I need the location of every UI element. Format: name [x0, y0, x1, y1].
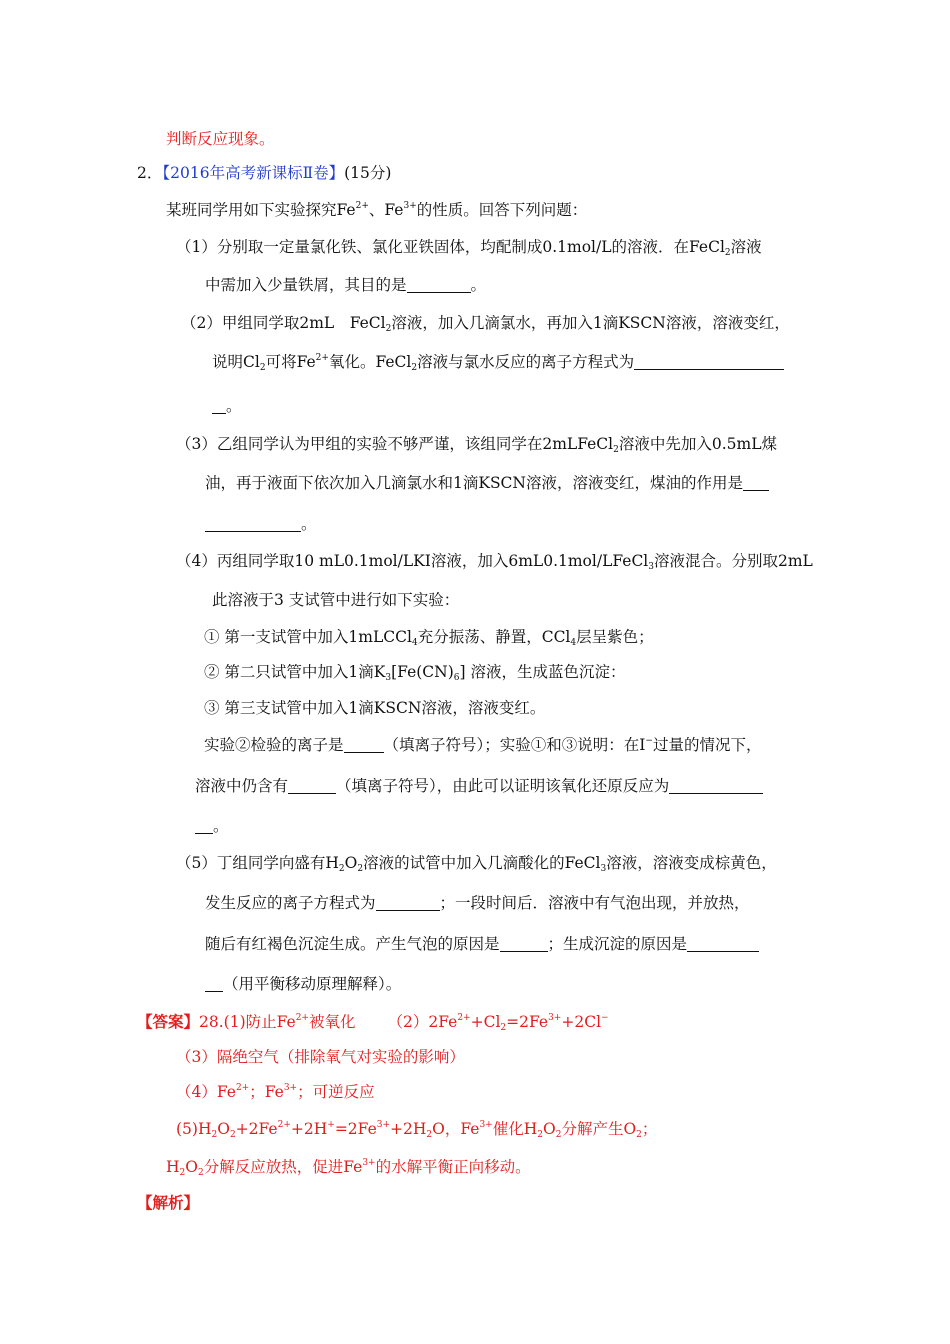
sub: 4	[570, 638, 577, 648]
text: ；一段时间后．溶液中有气泡出现，并放热，	[439, 894, 750, 912]
answer-blank[interactable]	[195, 817, 213, 834]
text: 28.(1)防止Fe	[199, 1013, 296, 1031]
text: ① 第一支试管中加入1mLCCl	[204, 628, 412, 646]
part4-question1	[204, 734, 761, 756]
stem-text: 、Fe	[368, 201, 404, 219]
sub: 2	[229, 1130, 236, 1140]
text: 溶液	[730, 238, 762, 256]
sup: 2+	[355, 201, 369, 211]
stem-text: 的性质。回答下列问题：	[416, 201, 588, 219]
sup: 2+	[235, 1083, 250, 1093]
sup: 3+	[283, 1083, 298, 1093]
text: +Cl	[470, 1013, 501, 1031]
part1-line2	[205, 274, 486, 296]
answer-label: 【答案】	[137, 1012, 200, 1031]
question-number: 2．	[137, 164, 163, 182]
text: ；	[641, 1120, 658, 1138]
text: 层呈紫色；	[576, 628, 654, 646]
sub: 2	[613, 445, 619, 455]
text: 分解反应放热，促进Fe	[203, 1158, 363, 1176]
sub: 2	[385, 324, 392, 334]
text: ；Fe	[249, 1083, 284, 1101]
sup: 3+	[479, 1120, 493, 1130]
text: 中需加入少量铁屑，其目的是	[205, 276, 407, 294]
text: （4）丙组同学取10 mL0.1mol/LKI溶液，加入6mL0.1mol/LFeCl	[176, 552, 649, 570]
text: （4）Fe	[176, 1083, 236, 1101]
sub: 4	[411, 638, 418, 648]
sub: 2	[500, 1023, 507, 1033]
answer-blank[interactable]	[500, 935, 548, 952]
stem-text: 某班同学用如下实验探究Fe	[166, 201, 356, 219]
text: 实验②检验的离子是	[204, 736, 344, 754]
sup: 2+	[277, 1120, 291, 1130]
answer-blank[interactable]	[205, 975, 223, 992]
answer-blank[interactable]	[715, 935, 759, 952]
part5-line1	[176, 852, 777, 874]
sub: 3	[600, 864, 607, 874]
part5-line2	[205, 892, 750, 914]
text: 溶液与氯水反应的离子方程式为	[417, 353, 635, 371]
text: 随后有红褐色沉淀生成。产生气泡的原因是	[205, 935, 500, 953]
sup: 3+	[362, 1158, 376, 1168]
sup: −	[601, 1013, 609, 1023]
question-header	[137, 162, 391, 184]
text: ② 第二只试管中加入1滴K	[204, 663, 386, 681]
part4-question3	[195, 815, 229, 837]
text: 发生反应的离子方程式为	[205, 894, 376, 912]
question-score: (15分)	[344, 164, 392, 182]
part4-question2	[195, 775, 763, 797]
sub: 2	[537, 1130, 543, 1140]
answer-blank[interactable]	[288, 777, 336, 794]
text: （2）2Fe	[387, 1013, 458, 1031]
sub: 2	[197, 1168, 204, 1178]
sub: 2	[259, 363, 266, 373]
sup: −	[645, 736, 653, 746]
answer-blank[interactable]	[669, 777, 695, 794]
text: 溶液，加入几滴氯水，再加入1滴KSCN溶液，溶液变红，	[391, 314, 790, 332]
text: 被氧化	[308, 1013, 356, 1031]
answer-blank[interactable]	[344, 736, 384, 753]
text: +2H	[290, 1120, 328, 1138]
text: 溶液中仍含有	[195, 777, 289, 795]
text: O	[344, 854, 358, 872]
part1-line1	[176, 236, 762, 258]
text: 溶液混合。分别取2mL	[654, 552, 813, 570]
part2-line3	[212, 395, 242, 417]
text: （填离子符号），由此可以证明该氧化还原反应为	[336, 777, 670, 795]
part3-line2	[205, 472, 769, 494]
text: 过量的情况下，	[652, 736, 762, 754]
answer-line1	[137, 1011, 609, 1033]
sup: 3+	[376, 1120, 391, 1130]
answer-blank[interactable]	[695, 777, 763, 794]
text: =2Fe	[334, 1120, 377, 1138]
text: （2）甲组同学取2mL FeCl	[181, 314, 386, 332]
part4-item3: ③ 第三支试管中加入1滴KSCN溶液，溶液变红。	[204, 699, 546, 717]
part4-line1	[176, 550, 813, 572]
text: H	[166, 1158, 180, 1176]
sup: 3+	[403, 201, 417, 211]
part5-line3	[205, 933, 759, 955]
part5-line4	[205, 973, 401, 995]
text: 。	[301, 515, 317, 533]
text: （1）分别取一定量氯化铁、氯化亚铁固体，均配制成0.1mol/L的溶液．在FeCl	[176, 238, 725, 256]
text: +2Cl	[561, 1013, 602, 1031]
text: O	[185, 1158, 198, 1176]
sup: 2+	[315, 353, 329, 363]
answer-line5	[176, 1118, 657, 1140]
sub: 6	[453, 673, 460, 683]
sub: 2	[636, 1130, 642, 1140]
part2-line1	[181, 312, 790, 334]
answer-blank[interactable]	[687, 935, 715, 952]
text: （3）乙组同学认为甲组的实验不够严谨，该组同学在2mLFeCl	[176, 435, 614, 453]
sup: 2+	[295, 1013, 309, 1023]
text: ；可逆反应	[297, 1083, 375, 1101]
intro-tail-text: 判断反应现象。	[166, 130, 275, 148]
sub: 2	[179, 1168, 186, 1178]
text: 氧化。FeCl	[328, 353, 412, 371]
answer-blank[interactable]	[634, 353, 678, 370]
sup: 2+	[457, 1013, 471, 1023]
part3-line1	[176, 433, 777, 455]
text: 油，再于液面下依次加入几滴氯水和1滴KSCN溶液，溶液变红，煤油的作用是	[205, 474, 743, 492]
text: 溶液的试管中加入几滴酸化的FeCl	[363, 854, 601, 872]
answer-line4	[176, 1081, 375, 1103]
text: 溶液，溶液变成棕黄色，	[606, 854, 777, 872]
sub: 2	[426, 1130, 433, 1140]
sub: 2	[724, 248, 731, 258]
answer-blank[interactable]	[212, 397, 226, 414]
text: ；生成沉淀的原因是	[547, 935, 688, 953]
answer-line3: （3）隔绝空气（排除氧气对实验的影响）	[176, 1048, 465, 1066]
answer-blank[interactable]	[219, 515, 301, 532]
text: (5)H	[176, 1120, 212, 1138]
sub: 3	[385, 673, 392, 683]
analysis-label: 【解析】	[137, 1193, 200, 1212]
text: 分解产生O	[561, 1120, 637, 1138]
text: 催化H	[492, 1120, 538, 1138]
text: 。	[470, 276, 487, 294]
text: （填离子符号）；实验①和③说明：在I	[383, 736, 646, 754]
part3-line3	[205, 513, 317, 535]
text: ] 溶液，生成蓝色沉淀：	[459, 663, 626, 681]
part4-line2: 此溶液于3 支试管中进行如下实验：	[212, 591, 460, 609]
sub: 2	[555, 1130, 562, 1140]
text: +2H	[390, 1120, 427, 1138]
text: 。	[226, 397, 242, 415]
answer-blank[interactable]	[376, 894, 440, 911]
text: 充分振荡、静置，CCl	[417, 628, 571, 646]
answer-line6	[166, 1156, 531, 1178]
sub: 2	[411, 363, 418, 373]
answer-blank[interactable]	[205, 515, 219, 532]
text: 可将Fe	[265, 353, 316, 371]
sub: 2	[211, 1130, 218, 1140]
text: （用平衡移动原理解释）。	[223, 975, 402, 993]
sub: 2	[357, 864, 364, 874]
sup: +	[327, 1120, 335, 1130]
text: O，Fe	[432, 1120, 480, 1138]
text: =2Fe	[506, 1013, 549, 1031]
source-tag: 【2016年高考新课标Ⅱ卷】	[162, 164, 345, 182]
text: （5）丁组同学向盛有H	[176, 854, 339, 872]
sub: 2	[338, 864, 345, 874]
answer-blank[interactable]	[743, 474, 769, 491]
sub: 3	[648, 562, 654, 572]
part4-item2	[204, 661, 625, 683]
text: O	[217, 1120, 230, 1138]
text: 的水解平衡正向移动。	[375, 1158, 531, 1176]
part4-item1	[204, 626, 654, 648]
answer-blank[interactable]	[678, 353, 784, 370]
part2-line2	[212, 351, 784, 373]
text: [Fe(CN)	[391, 663, 454, 681]
sup: 3+	[548, 1013, 562, 1023]
text: 。	[213, 817, 229, 835]
answer-blank[interactable]	[407, 276, 471, 293]
text: O	[542, 1120, 556, 1138]
text: 溶液中先加入0.5mL煤	[618, 435, 778, 453]
question-stem	[166, 199, 587, 221]
text: 说明Cl	[212, 353, 260, 371]
text: +2Fe	[235, 1120, 278, 1138]
